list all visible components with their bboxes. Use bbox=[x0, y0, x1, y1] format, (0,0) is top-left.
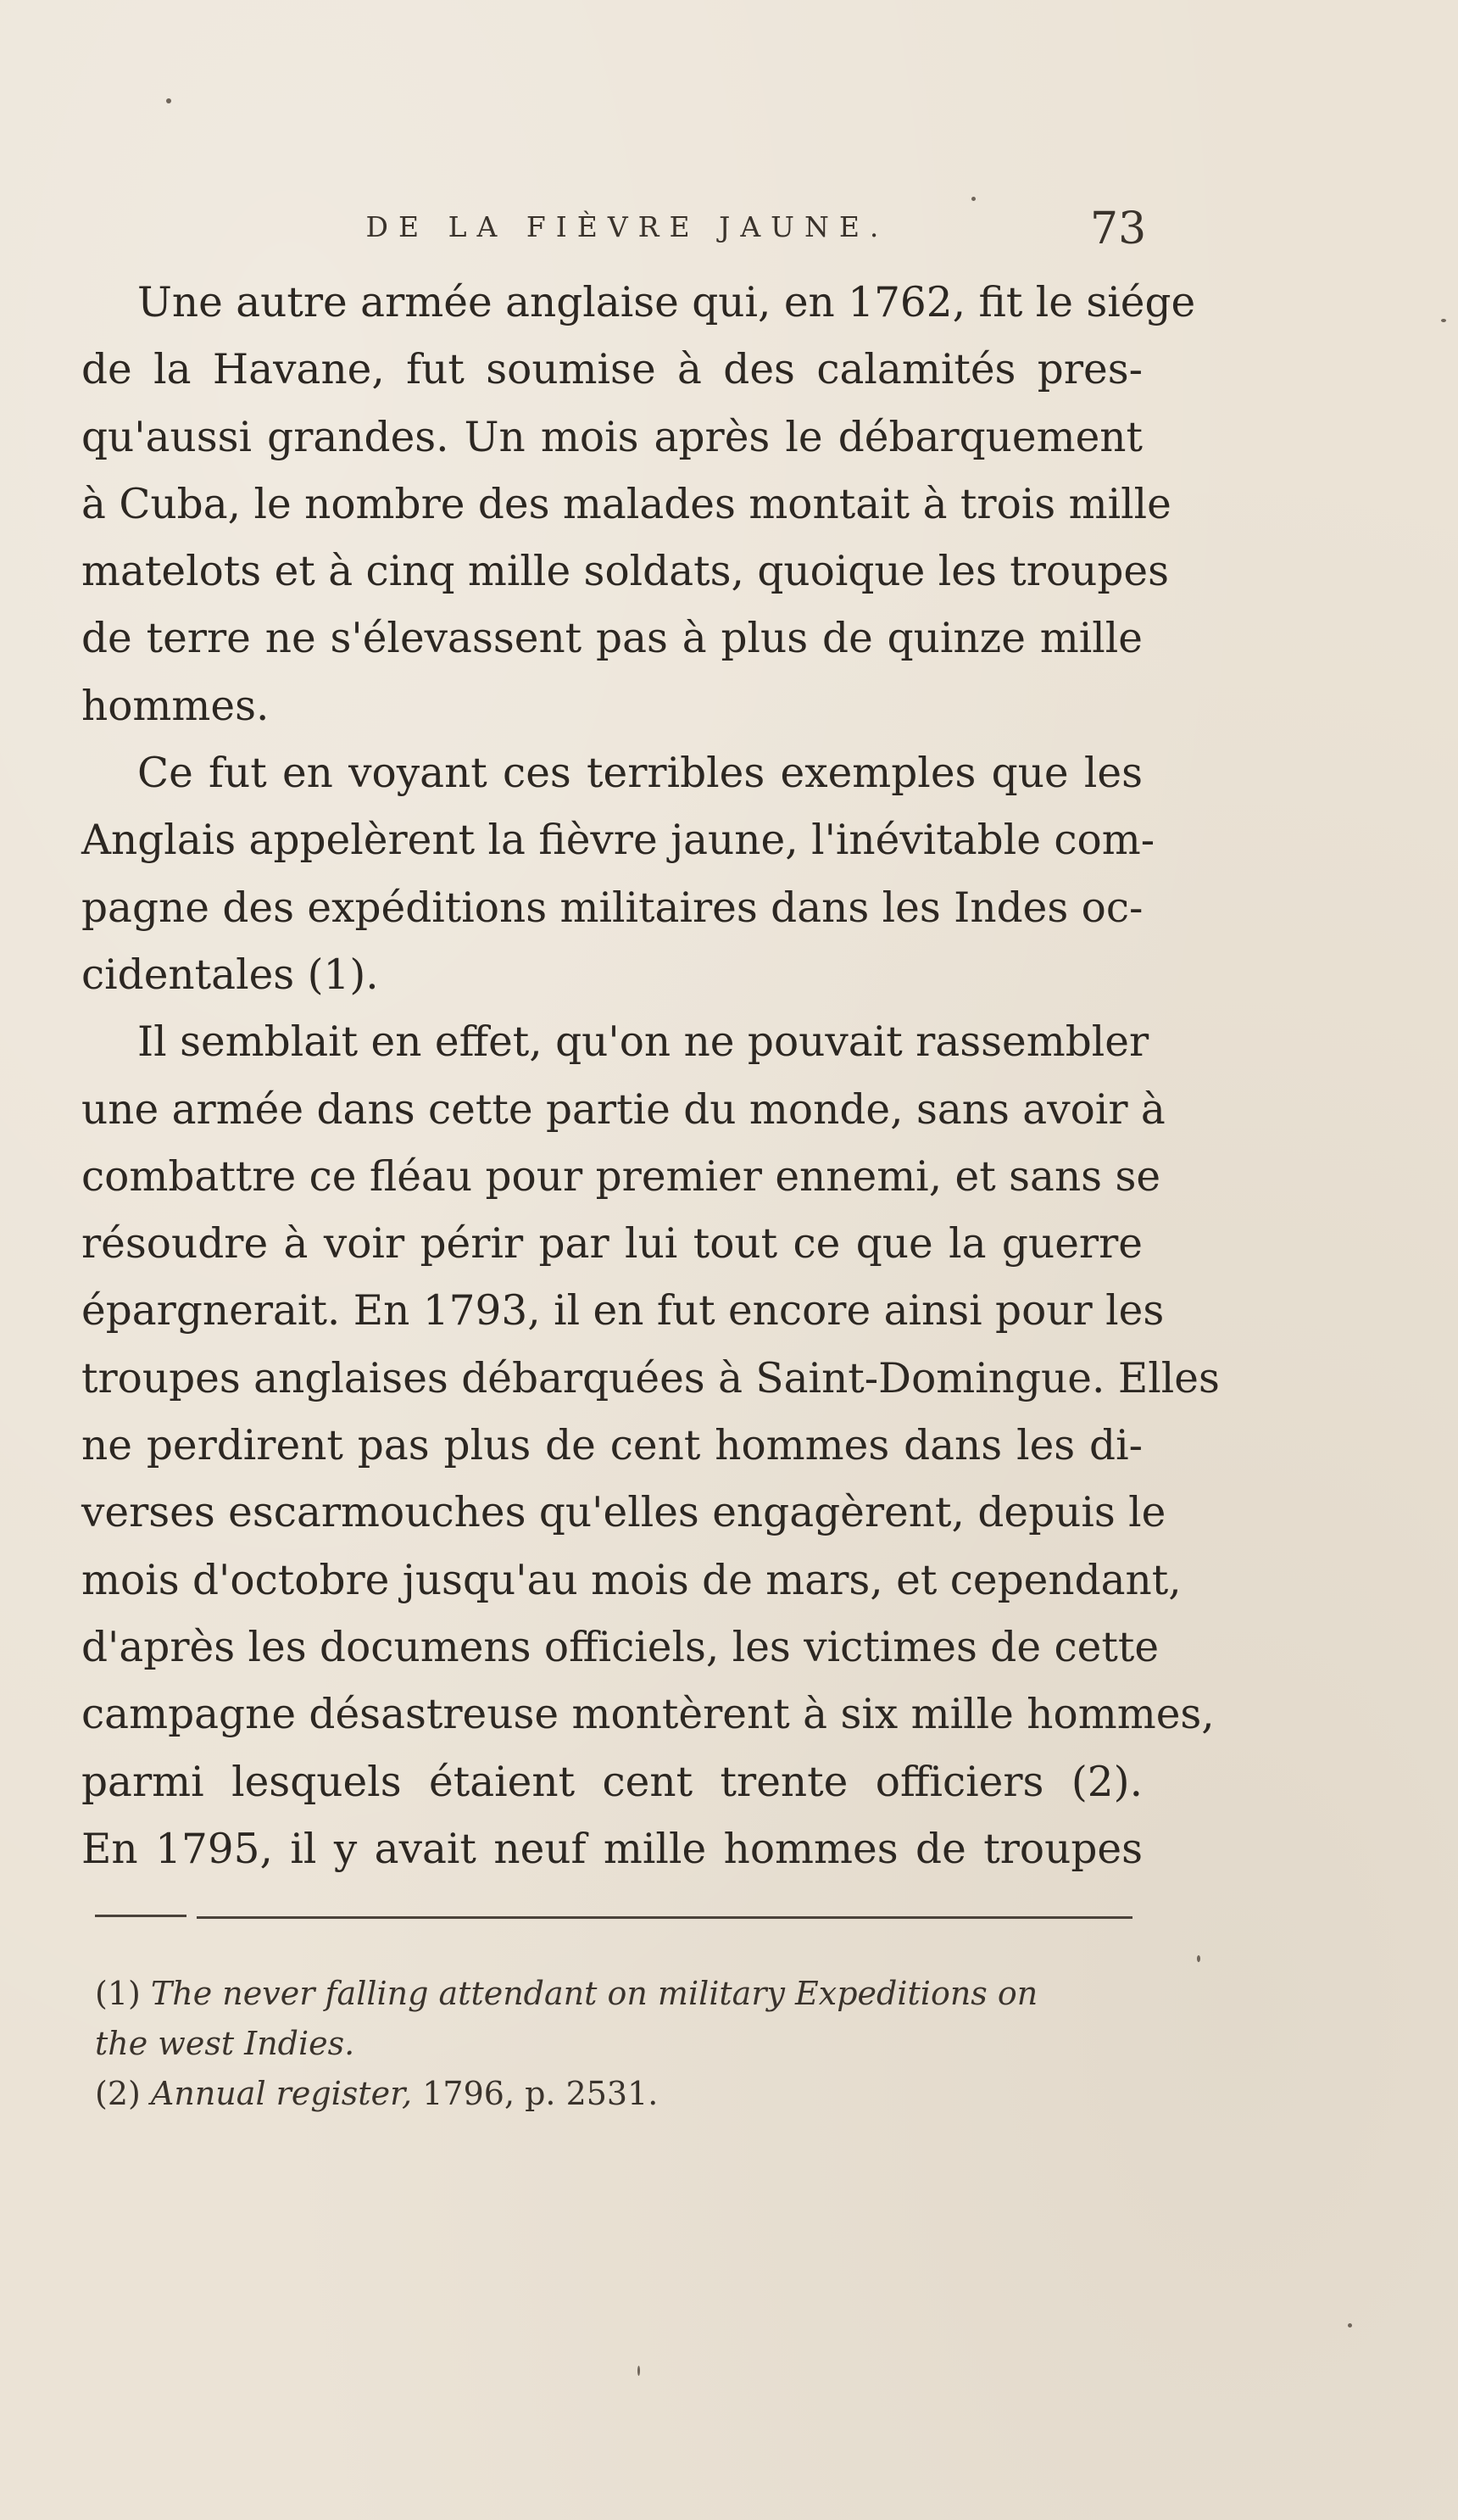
footnote-2 bbox=[95, 2069, 1138, 2119]
text-line: pagne des expéditions militaires dans les Indes oc- bbox=[81, 884, 1144, 932]
text-line: Anglais appelèrent la fièvre jaune, l'inévitable com- bbox=[81, 817, 1155, 865]
text-line: mois d'octobre jusqu'au mois de mars, et cependant, bbox=[81, 1556, 1182, 1604]
text-line: à Cuba, le nombre des malades montait à trois mille bbox=[81, 480, 1171, 528]
text-line: épargnerait. En 1793, il en fut encore ainsi pour les bbox=[81, 1287, 1165, 1335]
paper-speck bbox=[1197, 1955, 1200, 1962]
text-line: une armée dans cette partie du monde, sans avoir à bbox=[81, 1085, 1166, 1134]
text-line: d'après les documens officiels, les victimes de cette bbox=[81, 1623, 1160, 1671]
footnote-2-source: Annual register, bbox=[150, 2075, 413, 2112]
footnote-rule-long bbox=[197, 1916, 1132, 1919]
paper-speck bbox=[637, 2366, 640, 2376]
page-number: 73 bbox=[1090, 203, 1147, 254]
text-line: de la Havane, fut soumise à des calamités pres- bbox=[81, 346, 1143, 394]
footnote-1-text-cont: the west Indies. bbox=[95, 2025, 355, 2062]
text-line: de terre ne s'élevassent pas à plus de quinze mille bbox=[81, 615, 1143, 663]
paper-speck bbox=[1348, 2323, 1352, 2328]
footnote-2-reference: 1796, p. 2531. bbox=[422, 2075, 659, 2112]
paper-speck bbox=[166, 98, 171, 103]
text-line: Ce fut en voyant ces terribles exemples que les bbox=[137, 750, 1143, 798]
body-text bbox=[81, 270, 1220, 1883]
footnote-2-mark: (2) bbox=[95, 2075, 141, 2112]
text-line: qu'aussi grandes. Un mois après le débarquement bbox=[81, 413, 1143, 461]
text-line: résoudre à voir périr par lui tout ce que la guerre bbox=[81, 1220, 1143, 1268]
running-head: DE LA FIÈVRE JAUNE. bbox=[365, 210, 889, 243]
text-line: parmi lesquels étaient cent trente officiers (2). bbox=[81, 1758, 1143, 1806]
text-line: troupes anglaises débarquées à Saint-Domingue. Elles bbox=[81, 1354, 1220, 1402]
paper-speck bbox=[1441, 319, 1446, 322]
footnote-1 bbox=[95, 1969, 1138, 2019]
footnote-1-text: The never falling attendant on military Expeditions on bbox=[150, 1975, 1038, 2012]
text-line: verses escarmouches qu'elles engagèrent, depuis le bbox=[81, 1489, 1166, 1537]
text-line: Une autre armée anglaise qui, en 1762, fit le siége bbox=[137, 279, 1196, 326]
text-line: cidentales (1). bbox=[81, 951, 379, 999]
text-line: combattre ce fléau pour premier ennemi, et sans se bbox=[81, 1152, 1161, 1201]
text-line: campagne désastreuse montèrent à six mille hommes, bbox=[81, 1691, 1215, 1739]
text-line: matelots et à cinq mille soldats, quoique les troupes bbox=[81, 548, 1170, 596]
footnotes bbox=[95, 1969, 1138, 2119]
paper-speck bbox=[971, 197, 976, 201]
footnote-1-continuation bbox=[95, 2019, 1138, 2069]
footnote-rule-short bbox=[95, 1915, 186, 1917]
footnote-1-mark: (1) bbox=[95, 1975, 141, 2012]
text-line: hommes. bbox=[81, 682, 270, 730]
text-line: En 1795, il y avait neuf mille hommes de troupes bbox=[81, 1825, 1143, 1873]
text-line: ne perdirent pas plus de cent hommes dans les di- bbox=[81, 1422, 1143, 1470]
text-line: Il semblait en effet, qu'on ne pouvait rassembler bbox=[137, 1018, 1149, 1067]
